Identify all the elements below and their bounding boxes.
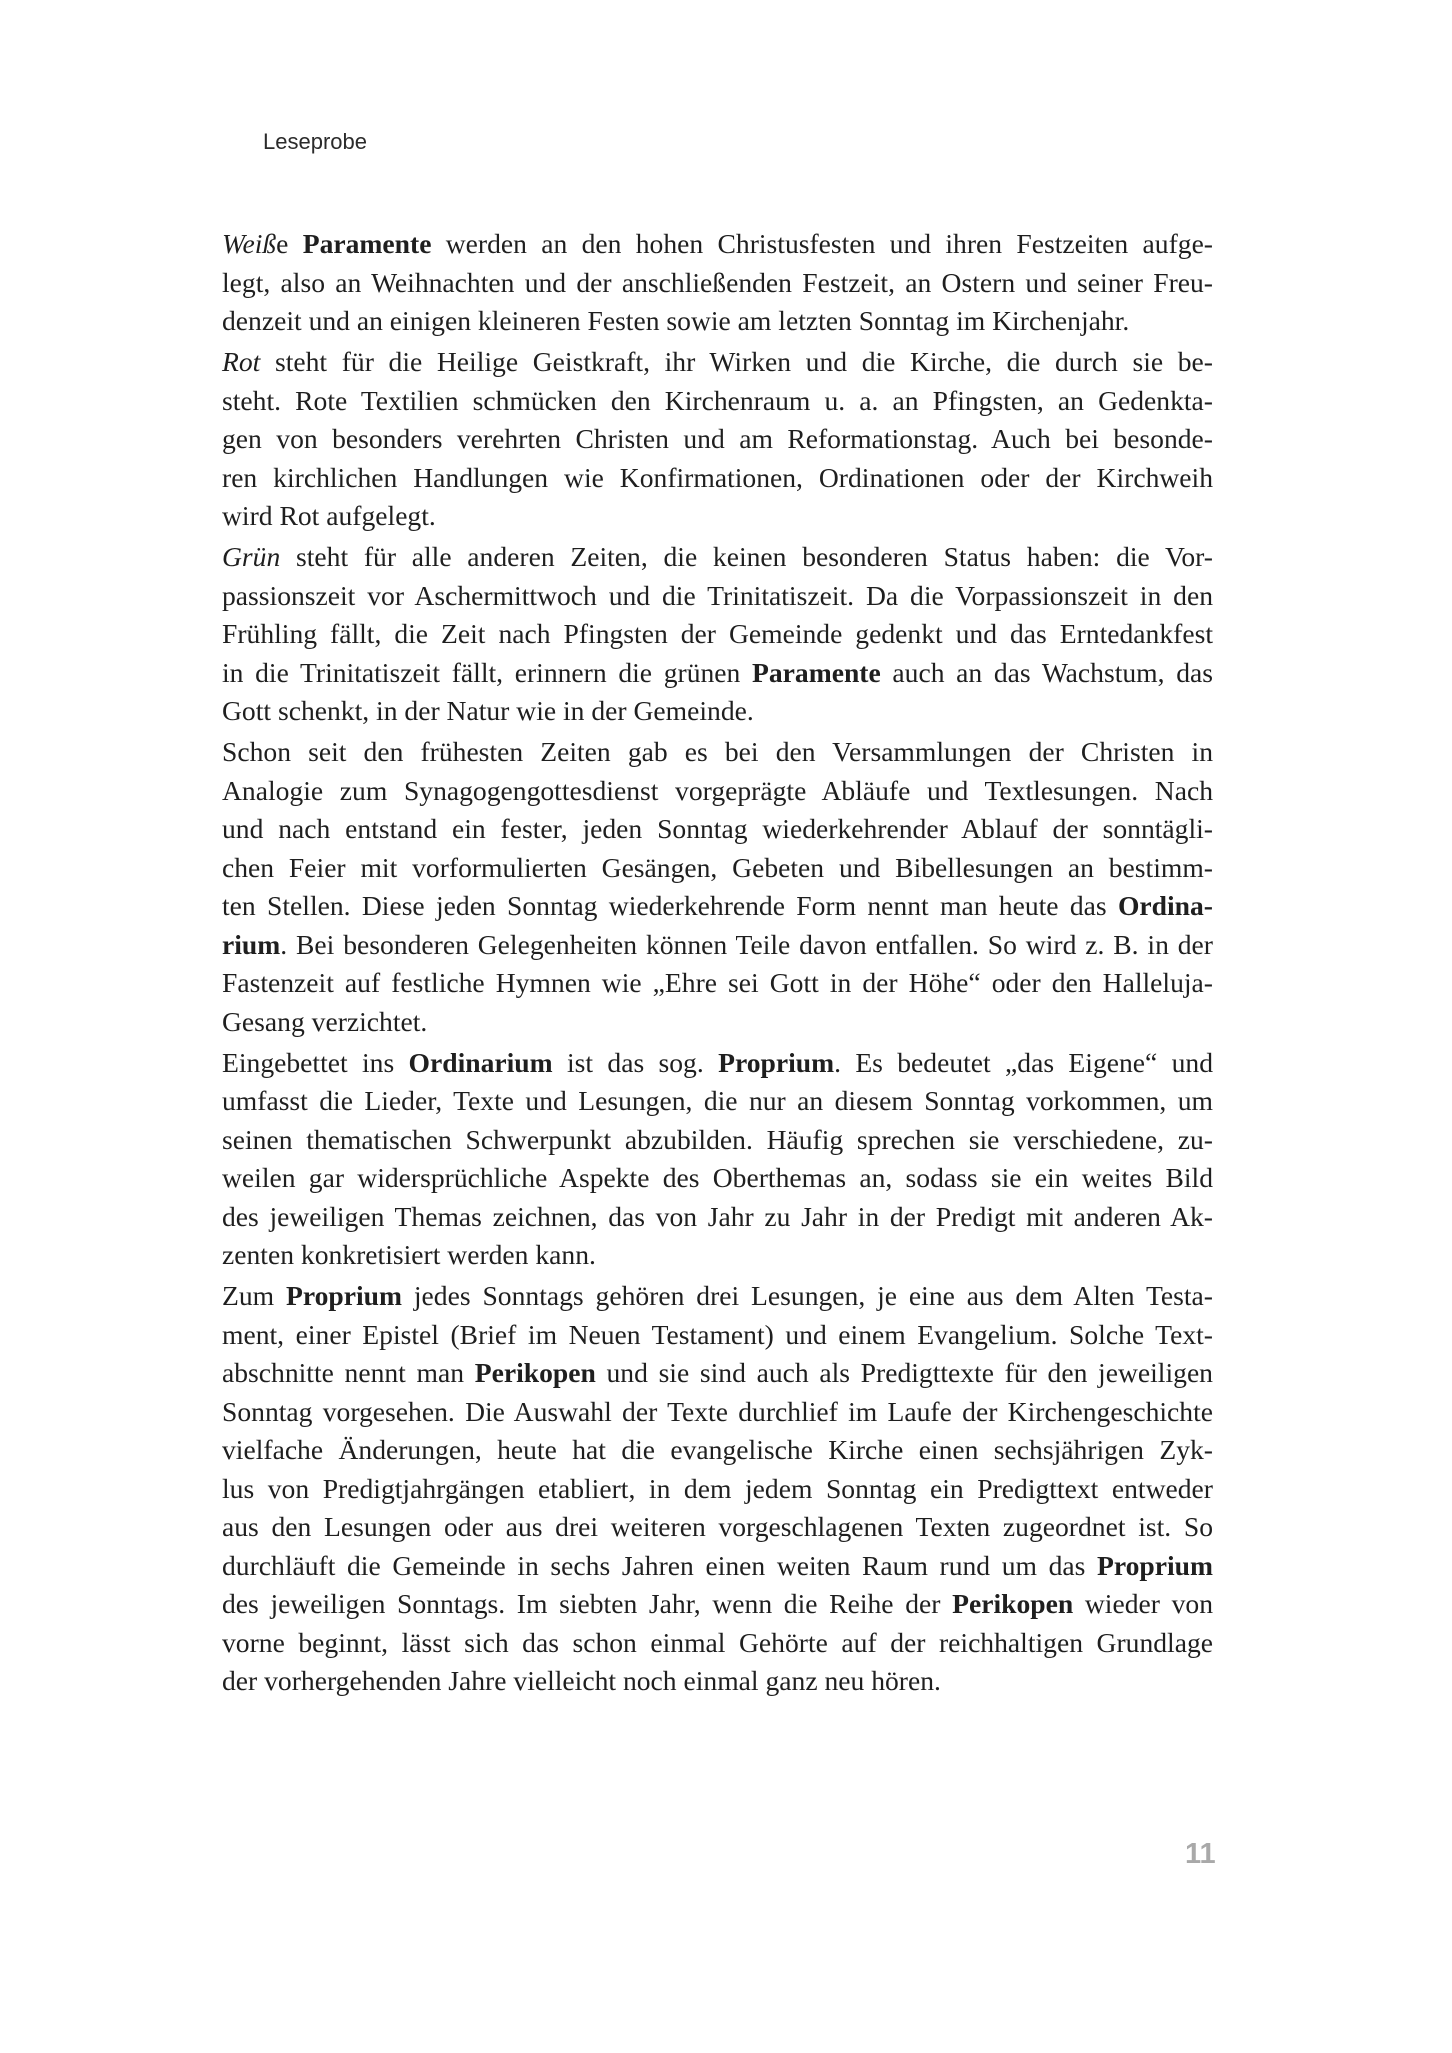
text-line [222,1624,1213,1663]
text-run: ren kirchlichen Handlungen wie Konfirmationen, Ordinationen oder der Kirchweih [222,461,1213,493]
page-number: 11 [1185,1838,1216,1870]
text-line [222,420,1213,459]
text-line [222,1316,1213,1355]
text-run: steht. Rote Textilien schmücken den Kirchenraum u. a. an Pfingsten, an Gedenkta- [222,384,1213,416]
text-line [222,887,1213,926]
text-line [222,1662,1213,1701]
bold-term: Ordina- [1117,890,1213,921]
text-run: des jeweiligen Themas zeichnen, das von Jahr zu Jahr in der Predigt mit anderen Ak- [222,1200,1213,1232]
text-line [222,1003,1213,1042]
text-line [222,692,1213,731]
italic-term: Rot [222,346,261,377]
text-line [222,382,1213,421]
text-run: jedes Sonntags gehören drei Lesungen, je eine aus dem Alten Testa- [402,1280,1213,1311]
text-run: Analogie zum Synagogengottesdienst vorgeprägte Abläufe und Textlesungen. Nach [222,774,1213,806]
bold-term: Perikopen [952,1588,1074,1619]
text-run: vielfache Änderungen, heute hat die evangelische Kirche einen sechsjährigen Zyk- [222,1434,1213,1465]
text-line [222,1082,1213,1121]
text-line [222,1159,1213,1198]
text-run: in die Trinitatiszeit fällt, erinnern die grünen [222,656,753,688]
text-line [222,849,1213,888]
paragraph [222,225,1213,341]
text-run: ist das sog. [552,1046,719,1078]
text-run: zenten konkretisiert werden kann. [222,1239,596,1270]
text-line [222,1431,1213,1470]
text-run: abschnitte nennt man [222,1357,475,1388]
text-run: legt, also an Weihnachten und der anschließenden Festzeit, an Ostern und seiner Freu- [222,266,1213,298]
bold-term: Paramente [302,228,432,259]
text-line [222,302,1213,341]
text-line [222,343,1213,382]
italic-term: Grün [222,541,281,572]
text-run: e [276,228,303,259]
text-run: ment, einer Epistel (Brief im Neuen Testament) und einem Evangelium. Solche Text- [222,1318,1213,1350]
text-line [222,1198,1213,1237]
text-run: wieder von [1073,1588,1213,1619]
text-line [222,1277,1213,1316]
bold-term: Proprium [286,1280,402,1311]
bold-term: Proprium [1097,1549,1213,1581]
text-run: Frühling fällt, die Zeit nach Pfingsten der Gemeinde gedenkt und das Erntedankfest [222,618,1213,649]
paragraph [222,343,1213,536]
text-run: ten Stellen. Diese jeden Sonntag wiederkehrende Form nennt man heute das [222,890,1118,921]
text-line [222,654,1213,693]
text-run: steht für die Heilige Geistkraft, ihr Wirken und die Kirche, die durch sie be- [260,346,1213,377]
text-run: und sie sind auch als Predigttexte für den jeweiligen [595,1357,1213,1388]
text-run: . Bei besonderen Gelegenheiten können Teile davon entfallen. So wird z. B. in der [280,928,1213,960]
text-run: lus von Predigtjahrgängen etabliert, in dem jedem Sonntag ein Predigttext entweder [222,1472,1213,1504]
text-line [222,615,1213,654]
text-run: gen von besonders verehrten Christen und am Reformationstag. Auch bei besonde- [222,423,1213,454]
text-line [222,733,1213,772]
text-run: Fastenzeit auf festliche Hymnen wie „Ehre sei Gott in der Höhe“ oder den Halleluja- [222,967,1213,998]
text-line [222,538,1213,577]
paragraph [222,1277,1213,1701]
text-line [222,964,1213,1003]
text-line [222,1585,1213,1624]
text-run: steht für alle anderen Zeiten, die keinen besonderen Status haben: die Vor- [280,541,1213,572]
bold-term: Proprium [718,1046,835,1078]
body-text [222,225,1213,1703]
text-line [222,1044,1213,1083]
text-run: des jeweiligen Sonntags. Im siebten Jahr, wenn die Reihe der [222,1588,953,1619]
paragraph [222,1044,1213,1275]
text-run: Zum [222,1280,286,1311]
text-run: passionszeit vor Aschermittwoch und die Trinitatiszeit. Da die Vorpassionszeit in den [222,579,1213,611]
text-line [222,577,1213,616]
text-run: weilen gar widersprüchliche Aspekte des Oberthemas an, sodass sie ein weites Bild [222,1162,1213,1193]
bold-term: rium [222,928,281,960]
text-line [222,1470,1213,1509]
text-line [222,497,1213,536]
text-run: Gesang verzichtet. [222,1005,428,1037]
text-line [222,1547,1213,1586]
text-run: Gott schenkt, in der Natur wie in der Gemeinde. [222,695,754,726]
text-run: Sonntag vorgesehen. Die Auswahl der Texte durchlief im Laufe der Kirchengeschichte [222,1395,1213,1427]
text-line [222,225,1213,264]
bold-term: Paramente [752,656,881,688]
text-run: und nach entstand ein fester, jeden Sonntag wiederkehrender Ablauf der sonntägli- [222,813,1213,844]
text-run: werden an den hohen Christusfesten und ihren Festzeiten aufge- [431,228,1213,259]
text-line [222,1236,1213,1275]
text-line [222,1508,1213,1547]
text-run: . Es bedeutet „das Eigene“ und [834,1046,1214,1078]
text-run: Eingebettet ins [222,1046,409,1078]
text-line [222,459,1213,498]
running-head: Leseprobe [263,129,367,154]
text-run: umfasst die Lieder, Texte und Lesungen, die nur an diesem Sonntag vorkommen, um [222,1085,1213,1116]
text-line [222,1393,1213,1432]
text-run: wird Rot aufgelegt. [222,500,436,531]
text-run: seinen thematischen Schwerpunkt abzubilden. Häufig sprechen sie verschiedene, zu- [222,1123,1213,1155]
text-line [222,772,1213,811]
text-run: aus den Lesungen oder aus drei weiteren vorgeschlagenen Texten zugeordnet ist. So [222,1511,1213,1542]
text-run: Schon seit den frühesten Zeiten gab es bei den Versammlungen der Christen in [222,736,1213,767]
paragraph [222,733,1213,1041]
text-line [222,1354,1213,1393]
text-run: chen Feier mit vorformulierten Gesängen, Gebeten und Bibellesungen an bestimm- [222,851,1213,883]
text-line [222,926,1213,965]
italic-term: Weiß [222,228,277,259]
text-run: der vorhergehenden Jahre vielleicht noch einmal ganz neu hören. [222,1665,941,1696]
paragraph [222,538,1213,731]
bold-term: Perikopen [474,1357,596,1388]
text-run: denzeit und an einigen kleineren Festen sowie am letzten Sonntag im Kirchenjahr. [222,305,1130,336]
text-run: auch an das Wachstum, das [880,656,1213,688]
text-run: vorne beginnt, lässt sich das schon einmal Gehörte auf der reichhaltigen Grundlage [222,1626,1213,1658]
text-line [222,264,1213,303]
text-line [222,810,1213,849]
bold-term: Ordinarium [408,1046,553,1078]
text-line [222,1121,1213,1160]
text-run: durchläuft die Gemeinde in sechs Jahren einen weiten Raum rund um das [222,1549,1097,1581]
